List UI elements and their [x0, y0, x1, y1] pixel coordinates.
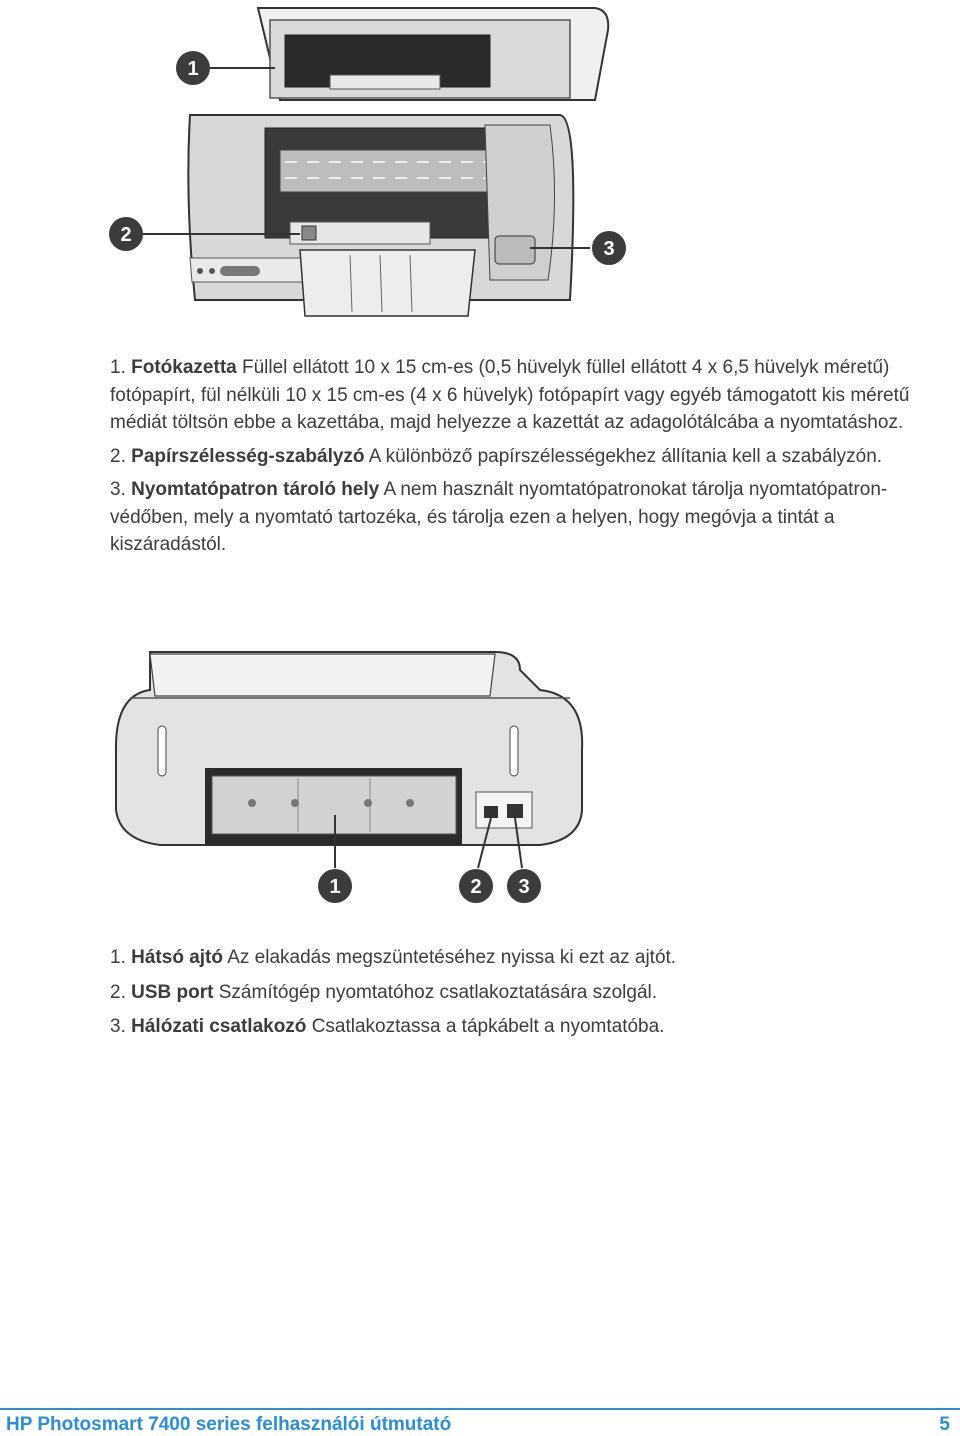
term: Hátsó ajtó: [131, 947, 223, 968]
item-text: Csatlakoztassa a tápkábelt a nyomtatóba.: [311, 1016, 665, 1037]
list-item: 2. Papírszélesség-szabályzó A különböző papírszélességekhez állítania kell a szabályzón.: [110, 445, 883, 467]
page-number: 5: [939, 1414, 950, 1435]
callout-number: 1: [187, 58, 199, 80]
printer-back-illustration: [100, 640, 600, 910]
callout-number: 2: [120, 224, 132, 246]
list-item: 2. USB port Számítógép nyomtatóhoz csatlakoztatására szolgál.: [110, 981, 658, 1003]
term: Nyomtatópatron tároló hely: [131, 479, 380, 500]
callout-number: 3: [603, 238, 615, 260]
footer-divider: [0, 1408, 960, 1410]
item-text: A nem használt nyomtatópatronokat tárolja nyomtatópatron-védőben, mely a nyomtató tartozéka, és tárolja ezen a helyen, hogy megóvja a tintát a kiszáradástól.: [110, 479, 888, 555]
term: Fotókazetta: [131, 357, 237, 378]
list-item: 1. Fotókazetta Füllel ellátott 10 x 15 cm-es (0,5 hüvelyk füllel ellátott 4 x 6,5 hüvelyk méretű) fotópapírt, fül nélküli 10 x 15 cm-es (4 x 6 hüvelyk) fotópapírt vagy egyéb támogatott kis méretű médiát töltsön ebbe a kazettába, majd helyezze a kazettát az adagolótálcába a nyomtatáshoz.: [110, 357, 910, 433]
list-item: 3. Hálózati csatlakozó Csatlakoztassa a tápkábelt a nyomtatóba.: [110, 1016, 665, 1037]
page-footer: [0, 1408, 960, 1434]
list-item: 1. Hátsó ajtó Az elakadás megszüntetéséhez nyissa ki ezt az ajtót.: [110, 947, 677, 968]
callout-number: 1: [329, 876, 341, 898]
back-description-list: [110, 944, 940, 1048]
callout-number: 2: [470, 876, 482, 898]
callout-number: 3: [518, 876, 530, 898]
term: USB port: [131, 981, 214, 1003]
item-text: Füllel ellátott 10 x 15 cm-es (0,5 hüvelyk füllel ellátott 4 x 6,5 hüvelyk méretű) fotópapírt, fül nélküli 10 x 15 cm-es (4 x 6 hüvelyk) fotópapírt vagy egyéb támogatott kis méretű médiát töltsön ebbe a kazettába, majd helyezze a kazettát az adagolótálcába a nyomtatáshoz.: [110, 357, 910, 433]
item-text: Az elakadás megszüntetéséhez nyissa ki ezt az ajtót.: [227, 947, 677, 968]
printer-front-illustration: [90, 0, 650, 320]
item-text: A különböző papírszélességekhez állítania kell a szabályzón.: [368, 445, 883, 467]
front-description-list: [110, 354, 940, 565]
list-item: 3. Nyomtatópatron tároló hely A nem használt nyomtatópatronokat tárolja nyomtatópatron-védőben, mely a nyomtató tartozéka, és tárolja ezen a helyen, hogy megóvja a tintát a kiszáradástól.: [110, 479, 888, 555]
footer-title: HP Photosmart 7400 series felhasználói útmutató: [6, 1414, 452, 1435]
item-text: Számítógép nyomtatóhoz csatlakoztatására szolgál.: [218, 981, 658, 1003]
term: Papírszélesség-szabályzó: [131, 445, 365, 467]
term: Hálózati csatlakozó: [131, 1016, 307, 1037]
